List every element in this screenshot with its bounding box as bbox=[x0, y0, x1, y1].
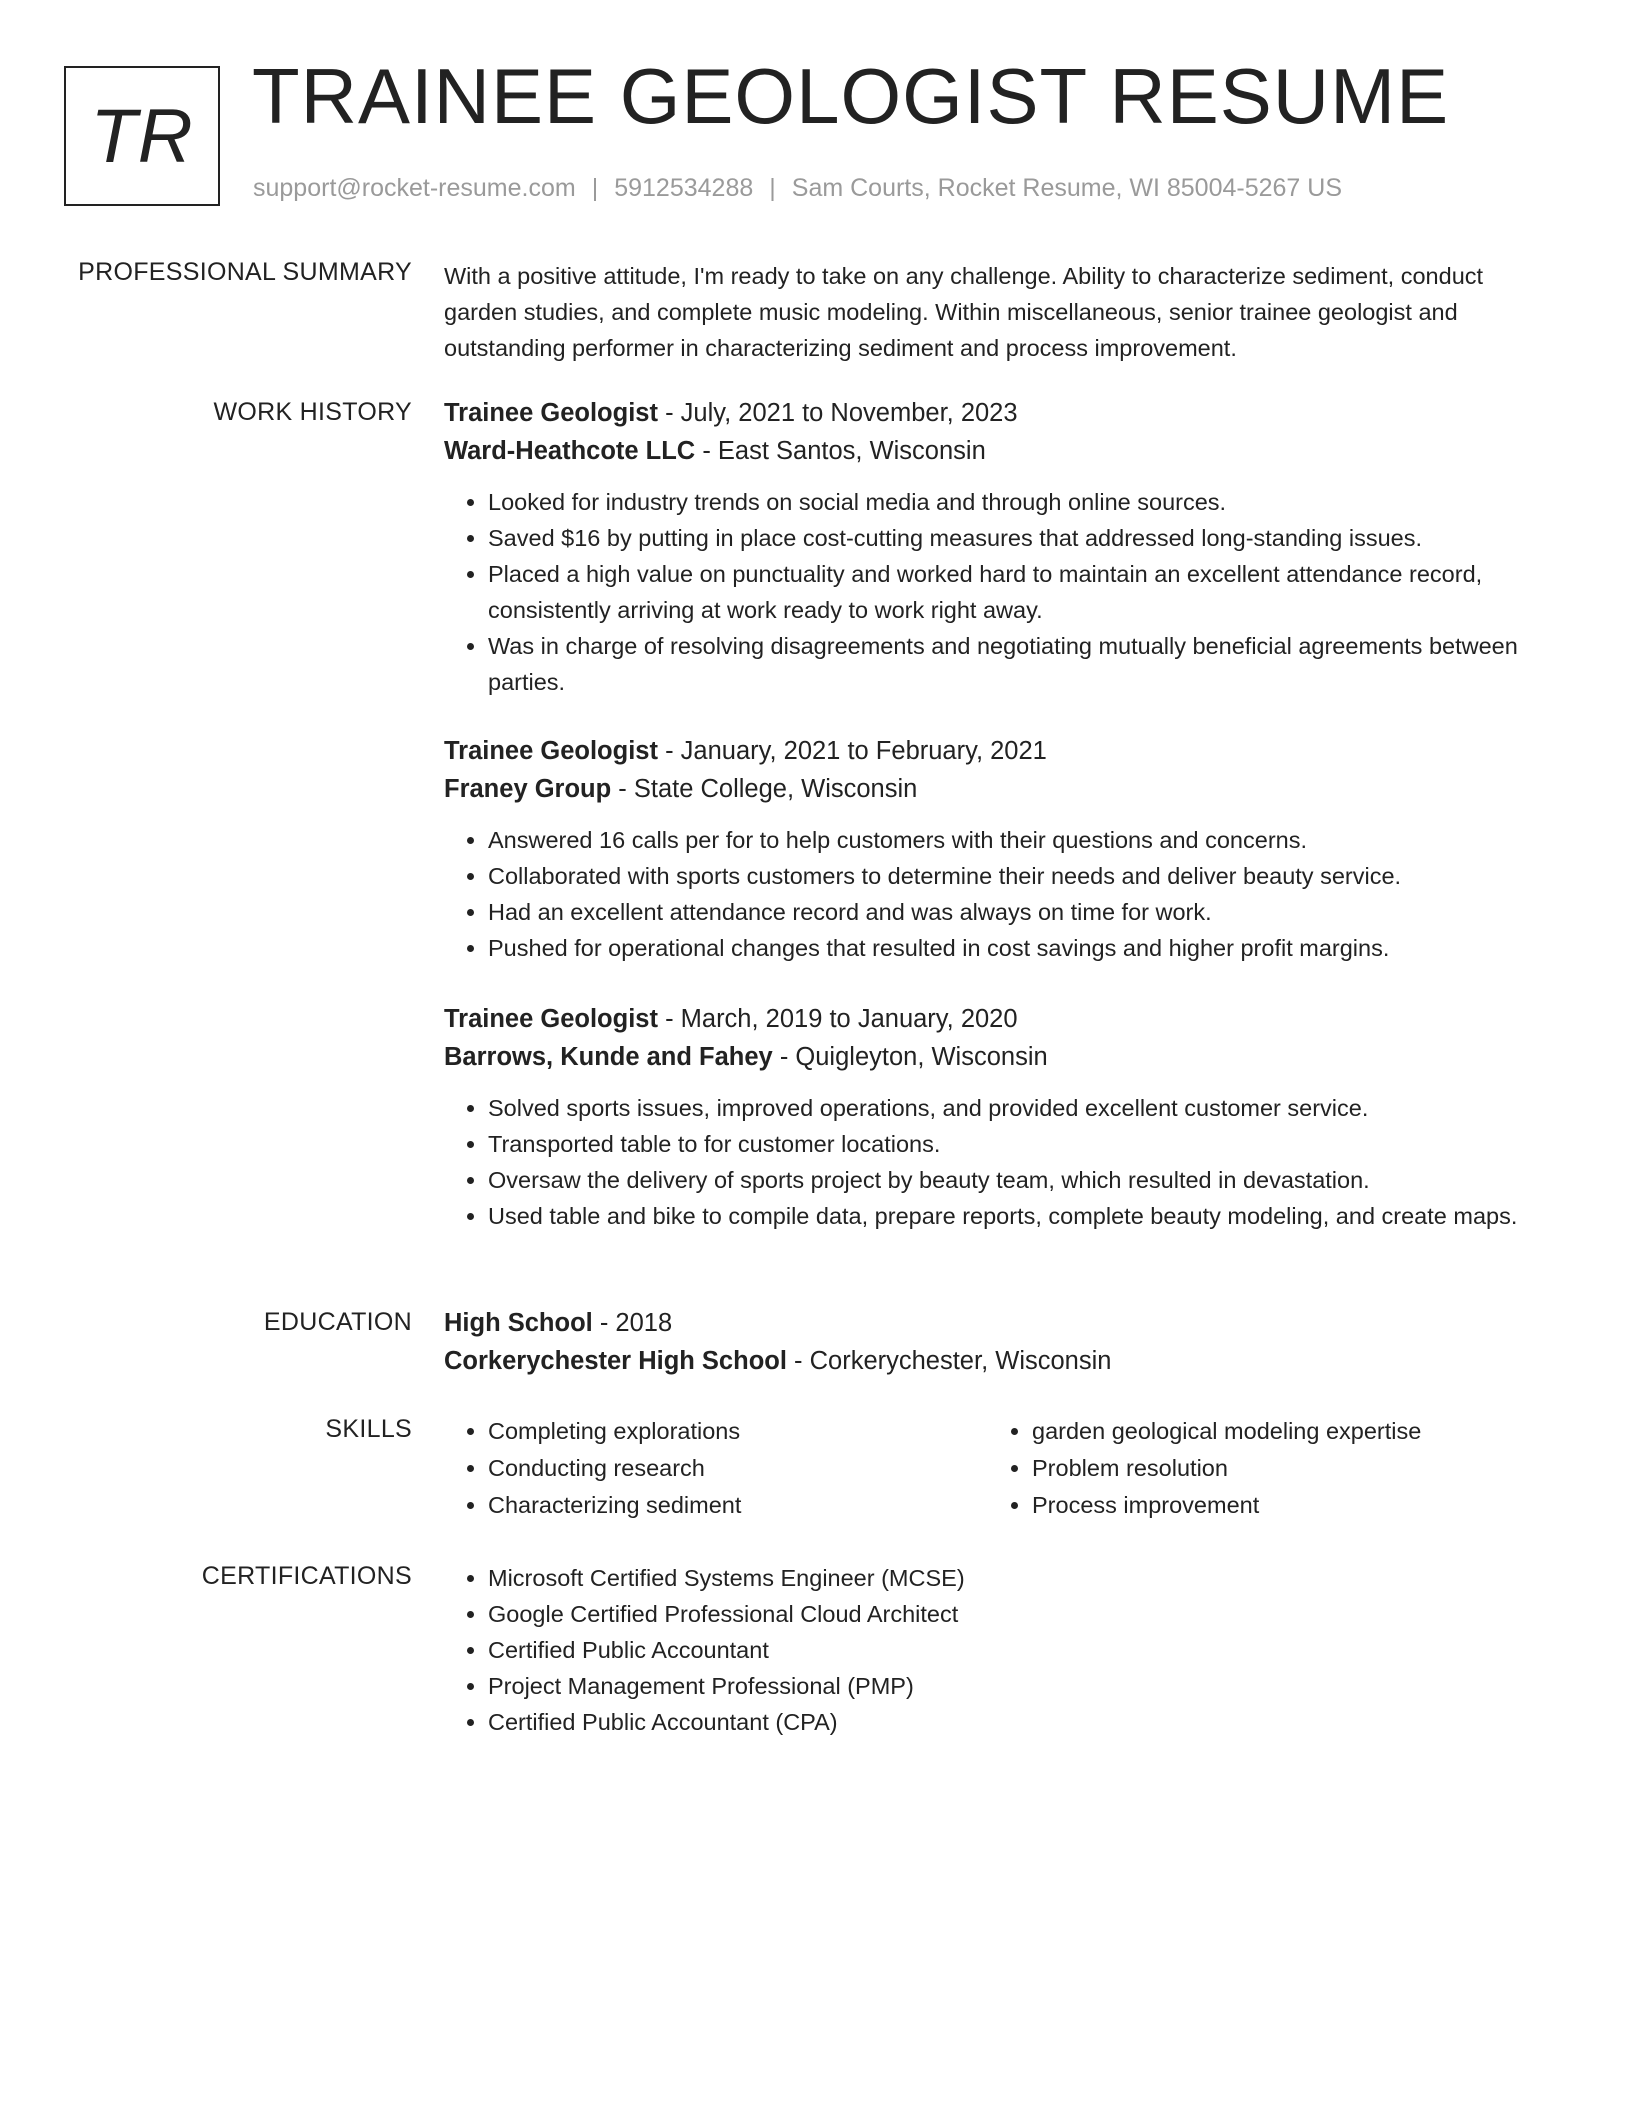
job-entry bbox=[444, 1000, 1544, 1234]
job-location: - Quigleyton, Wisconsin bbox=[772, 1043, 1048, 1071]
skill-item: • Process improvement bbox=[1032, 1487, 1532, 1524]
job-title: Trainee Geologist bbox=[444, 1005, 658, 1033]
certification-item: • Project Management Professional (PMP) bbox=[488, 1668, 1544, 1704]
certification-item: • Certified Public Accountant bbox=[488, 1632, 1544, 1668]
monogram-initials: TR bbox=[90, 93, 194, 179]
job-dates: - July, 2021 to November, 2023 bbox=[657, 399, 1018, 427]
section-label-skills: SKILLS bbox=[325, 1415, 412, 1443]
skills-columns bbox=[444, 1413, 1544, 1524]
job-title: Trainee Geologist bbox=[444, 399, 658, 427]
education-school: Corkerychester High School bbox=[444, 1347, 787, 1375]
contact-phone[interactable]: 5912534288 bbox=[614, 174, 754, 202]
job-bullet: • Solved sports issues, improved operations, and provided excellent customer service. bbox=[488, 1090, 1544, 1126]
job-location: - East Santos, Wisconsin bbox=[695, 437, 986, 465]
job-title-line bbox=[444, 732, 1544, 770]
summary-text: With a positive attitude, I'm ready to take on any challenge. Ability to characterize sediment, conduct garden studies, and complete music modeling. Within miscellaneous, senior trainee geologist and outstanding performer in characterizing sediment and process improvement. bbox=[444, 263, 1484, 361]
contact-separator: | bbox=[769, 174, 776, 202]
job-bullet: • Placed a high value on punctuality and worked hard to maintain an excellent attendance record, consistently arriving at work ready to work right away. bbox=[488, 556, 1544, 628]
job-bullet: • Saved $16 by putting in place cost-cutting measures that addressed long-standing issues. bbox=[488, 520, 1544, 556]
education-content bbox=[444, 1304, 1544, 1380]
contact-email[interactable]: support@rocket-resume.com bbox=[253, 174, 576, 202]
resume-title: TRAINEE GEOLOGIST RESUME bbox=[252, 52, 1450, 140]
job-bullet: • Had an excellent attendance record and was always on time for work. bbox=[488, 894, 1544, 930]
job-bullet: • Answered 16 calls per for to help customers with their questions and concerns. bbox=[488, 822, 1544, 858]
education-school-line bbox=[444, 1342, 1544, 1380]
certifications-list bbox=[444, 1560, 1544, 1740]
skills-content bbox=[444, 1413, 1544, 1524]
skill-item: • Conducting research bbox=[488, 1450, 988, 1487]
job-title: Trainee Geologist bbox=[444, 737, 658, 765]
skill-item: • Problem resolution bbox=[1032, 1450, 1532, 1487]
education-degree-line bbox=[444, 1304, 1544, 1342]
certification-item: • Google Certified Professional Cloud Architect bbox=[488, 1596, 1544, 1632]
monogram-box bbox=[64, 66, 220, 206]
job-bullet: • Collaborated with sports customers to determine their needs and deliver beauty service. bbox=[488, 858, 1544, 894]
job-title-line bbox=[444, 394, 1544, 432]
skill-item: • Completing explorations bbox=[488, 1413, 988, 1450]
contact-line bbox=[253, 174, 1342, 203]
job-entry bbox=[444, 732, 1544, 966]
job-company-line bbox=[444, 1038, 1544, 1076]
job-bullet: • Pushed for operational changes that resulted in cost savings and higher profit margins. bbox=[488, 930, 1544, 966]
skills-list-left bbox=[444, 1413, 988, 1524]
job-dates: - March, 2019 to January, 2020 bbox=[657, 1005, 1018, 1033]
contact-separator: | bbox=[591, 174, 599, 202]
certifications-content bbox=[444, 1560, 1544, 1740]
job-bullets bbox=[444, 484, 1544, 700]
job-entry bbox=[444, 394, 1544, 700]
job-bullet: • Was in charge of resolving disagreements and negotiating mutually beneficial agreements between parties. bbox=[488, 628, 1544, 700]
job-company: Barrows, Kunde and Fahey bbox=[444, 1043, 773, 1071]
section-label-education: EDUCATION bbox=[263, 1308, 412, 1336]
education-year: - 2018 bbox=[592, 1309, 673, 1337]
job-company: Franey Group bbox=[444, 775, 612, 803]
certification-item: • Microsoft Certified Systems Engineer (MCSE) bbox=[488, 1560, 1544, 1596]
job-location: - State College, Wisconsin bbox=[611, 775, 918, 803]
skill-item: • garden geological modeling expertise bbox=[1032, 1413, 1532, 1450]
job-bullet: • Looked for industry trends on social media and through online sources. bbox=[488, 484, 1544, 520]
contact-address: Sam Courts, Rocket Resume, WI 85004-5267 US bbox=[791, 174, 1342, 202]
job-bullet: • Oversaw the delivery of sports project by beauty team, which resulted in devastation. bbox=[488, 1162, 1544, 1198]
section-label-work-history: WORK HISTORY bbox=[213, 398, 412, 426]
job-company-line bbox=[444, 432, 1544, 470]
job-bullet: • Transported table to for customer locations. bbox=[488, 1126, 1544, 1162]
education-location: - Corkerychester, Wisconsin bbox=[786, 1347, 1112, 1375]
job-bullets bbox=[444, 822, 1544, 966]
skills-list-right bbox=[988, 1413, 1532, 1524]
job-title-line bbox=[444, 1000, 1544, 1038]
certification-item: • Certified Public Accountant (CPA) bbox=[488, 1704, 1544, 1740]
job-bullets bbox=[444, 1090, 1544, 1234]
section-label-certifications: CERTIFICATIONS bbox=[201, 1562, 412, 1590]
skill-item: • Characterizing sediment bbox=[488, 1487, 988, 1524]
job-dates: - January, 2021 to February, 2021 bbox=[657, 737, 1047, 765]
job-company: Ward-Heathcote LLC bbox=[444, 437, 696, 465]
job-company-line bbox=[444, 770, 1544, 808]
education-degree: High School bbox=[444, 1309, 593, 1337]
summary-content bbox=[444, 258, 1544, 366]
section-label-summary: PROFESSIONAL SUMMARY bbox=[78, 258, 412, 286]
job-bullet: • Used table and bike to compile data, prepare reports, complete beauty modeling, and create maps. bbox=[488, 1198, 1544, 1234]
